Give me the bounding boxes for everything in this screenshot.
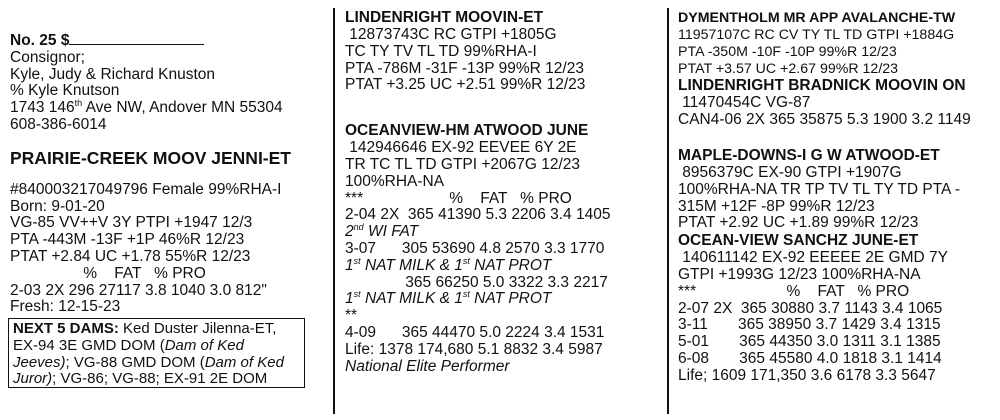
dam-record-row: 365 66250 5.0 3322 3.3 2217	[345, 273, 608, 291]
dam-honor: National Elite Performer	[345, 357, 510, 375]
grandsire-name: DYMENTHOLM MR APP AVALANCHE-TW	[678, 10, 956, 26]
granddam-record: CAN4-06 2X 365 35875 5.3 1900 3.2 1149	[678, 111, 971, 129]
granddam2-lifetime: Life; 1609 171,350 3.6 6178 3.3 5647	[678, 366, 936, 384]
care-of: % Kyle Knutson	[10, 82, 120, 100]
granddam2-id: 140611142 EX-92 EEEEE 2E GMD 7Y	[678, 249, 948, 267]
dam-record-header: *** % FAT % PRO	[345, 189, 572, 207]
dam-award: 1st NAT MILK & 1st NAT PROT	[345, 289, 552, 308]
dam-id: 142946646 EX-92 EEVEE 6Y 2E	[345, 139, 577, 157]
lot-number: No. 25	[10, 32, 57, 49]
column-divider-left	[333, 8, 335, 414]
classification: VG-85 VV++V 3Y PTPI +1947 12/3	[10, 214, 253, 232]
sire-pta: PTA -786M -31F -13P 99%R 12/23	[345, 59, 584, 77]
animal-name: PRAIRIE-CREEK MOOV JENNI-ET	[10, 147, 291, 168]
pta-line: PTA -443M -13F +1P 46%R 12/23	[10, 231, 245, 249]
granddam2-record-row: 6-08 365 45580 4.0 1818 3.1 1414	[678, 349, 942, 367]
grandsire2-name: MAPLE-DOWNS-I G W ATWOOD-ET	[678, 146, 940, 164]
granddam2-record-header: *** % FAT % PRO	[678, 282, 910, 300]
sire-traits: TC TY TV TL TD 99%RHA-I	[345, 42, 537, 60]
phone: 608-386-6014	[10, 115, 107, 133]
bid-blank	[69, 30, 204, 45]
grandsire2-traits: 100%RHA-NA TR TP TV TL TY TD PTA -	[678, 180, 960, 198]
sire-name: LINDENRIGHT MOOVIN-ET	[345, 9, 544, 26]
record-row: 2-03 2X 296 27117 3.8 1040 3.0 812"	[10, 281, 267, 299]
dam-award: 1st NAT MILK & 1st NAT PROT	[345, 255, 552, 274]
granddam-id: 11470454C VG-87	[678, 94, 811, 112]
granddam2-record-row: 5-01 365 44350 3.0 1311 3.1 1385	[678, 333, 941, 351]
column-divider-right	[667, 8, 669, 414]
grandsire2-ptat: PTAT +2.92 UC +1.89 99%R 12/23	[678, 214, 919, 232]
dollar-sign: $	[60, 32, 70, 49]
dam-rha: 100%RHA-NA	[345, 172, 445, 190]
dam-traits: TR TC TL TD GTPI +2067G 12/23	[345, 155, 581, 173]
next-dams-heading: NEXT 5 DAMS:	[13, 320, 119, 337]
next-dams-box: NEXT 5 DAMS: Ked Duster Jilenna-ET, EX-94 3E GMD DOM (Dam of Ked Jeeves); VG-88 GMD DOM (Dam of Ked Juror); VG-86; VG-88; EX-91 2E DOM	[8, 318, 305, 388]
sire-dam-column	[345, 9, 663, 375]
dam-record-row: 3-07 305 53690 4.8 2570 3.3 1770	[345, 239, 605, 257]
sire-ptat: PTAT +3.25 UC +2.51 99%R 12/23	[345, 76, 586, 94]
grandsire2-pta: 315M +12F -8P 99%R 12/23	[678, 197, 875, 215]
ptat-line: PTAT +2.84 UC +1.78 55%R 12/23	[10, 247, 251, 265]
sire-id: 12873743C RC GTPI +1805G	[345, 26, 557, 43]
record-header: % FAT % PRO	[10, 264, 206, 282]
grandsire-pta: PTA -350M -10F -10P 99%R 12/23	[678, 43, 897, 60]
dam-record-row: 2-04 2X 365 41390 5.3 2206 3.4 1405	[345, 206, 611, 224]
address: 1743 146th Ave NW, Andover MN 55304	[10, 98, 283, 117]
fresh-date: Fresh: 12-15-23	[10, 298, 121, 316]
consignor-names: Kyle, Judy & Richard Knuston	[10, 65, 216, 83]
grandsire2-id: 8956379C EX-90 GTPI +1907G	[678, 163, 902, 181]
born-date: Born: 9-01-20	[10, 197, 105, 215]
dam-lifetime: Life: 1378 174,680 5.1 8832 3.4 5987	[345, 340, 603, 358]
granddam2-gtpi: GTPI +1993G 12/23 100%RHA-NA	[678, 265, 921, 283]
grandsire-ptat: PTAT +3.57 UC +2.67 99%R 12/23	[678, 60, 899, 77]
granddam2-record-row: 2-07 2X 365 30880 3.7 1143 3.4 1065	[678, 299, 943, 317]
lot-number-line	[10, 30, 328, 50]
dam-record-row: 4-09 365 44470 5.0 2224 3.4 1531	[345, 323, 605, 341]
grandparents-column	[678, 9, 996, 385]
dam-award: 2nd WI FAT	[345, 222, 419, 241]
granddam2-name: OCEAN-VIEW SANCHZ JUNE-ET	[678, 232, 919, 250]
grandsire-id: 11957107C RC CV TY TL TD GTPI +1884G	[678, 27, 955, 43]
registration: #840003217049796 Female 99%RHA-I	[10, 180, 282, 198]
dam-name: OCEANVIEW-HM ATWOOD JUNE	[345, 122, 589, 140]
granddam2-record-row: 3-11 365 38950 3.7 1429 3.4 1315	[678, 316, 941, 334]
granddam-name: LINDENRIGHT BRADNICK MOOVIN ON	[678, 77, 966, 95]
consignor-label: Consignor;	[10, 48, 85, 66]
dam-stars: **	[345, 307, 358, 325]
consignor-column	[10, 30, 328, 316]
